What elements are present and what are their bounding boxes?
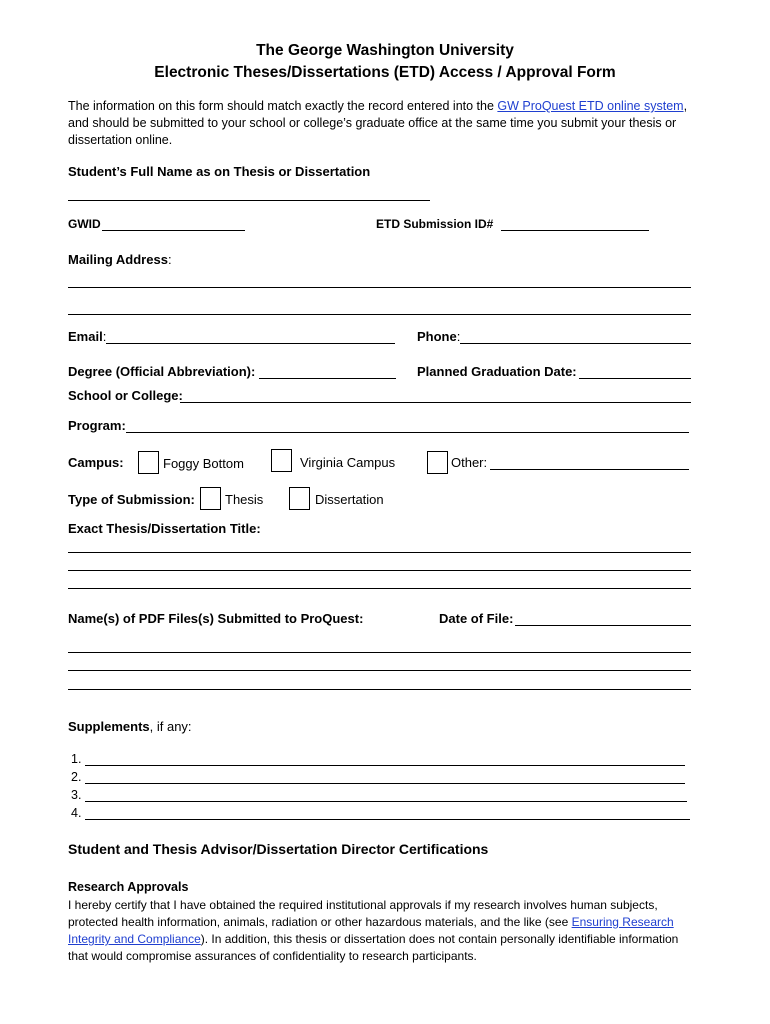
submission-dissertation-checkbox[interactable]: [289, 487, 310, 510]
phone-label: [417, 329, 460, 344]
research-integrity-link[interactable]: Ensuring Research Integrity and Compliance: [68, 915, 674, 946]
etd-id-label: ETD Submission ID#: [376, 217, 494, 231]
exact-title-line-2[interactable]: [68, 570, 691, 571]
campus-other-checkbox[interactable]: [427, 451, 448, 474]
degree-label: Degree (Official Abbreviation):: [68, 364, 256, 379]
research-text-before: I hereby certify that I have obtained the required institutional approvals if my research involves human subjects, protected health information, animals, radiation or other hazardous materials, and the like (see: [68, 898, 658, 929]
degree-field[interactable]: [259, 378, 396, 379]
supplements-text: Supplements: [68, 719, 150, 734]
research-text-after: ). In addition, this thesis or dissertation does not contain personally identifiable information that would compromise assurances of confidentiality to research participants.: [68, 932, 679, 963]
mailing-address-text: Mailing Address: [68, 252, 168, 267]
pdf-files-line-2[interactable]: [68, 670, 691, 671]
mailing-address-label: [68, 252, 172, 267]
submission-thesis-label: Thesis: [225, 492, 264, 507]
submission-dissertation-label: Dissertation: [315, 492, 384, 507]
intro-paragraph: [68, 98, 698, 149]
graduation-date-label: Planned Graduation Date:: [417, 364, 577, 379]
supplement-field-4[interactable]: [85, 819, 690, 820]
phone-colon: :: [456, 329, 461, 344]
email-field[interactable]: [106, 343, 395, 344]
campus-foggy-bottom-label: Foggy Bottom: [163, 456, 244, 471]
campus-virginia-checkbox[interactable]: [271, 449, 292, 472]
intro-text-before: The information on this form should match exactly the record entered into the: [68, 99, 498, 113]
supplement-field-3[interactable]: [85, 801, 687, 802]
campus-virginia-label: Virginia Campus: [300, 455, 396, 470]
full-name-field[interactable]: [68, 200, 430, 201]
intro-text-after: , and should be submitted to your school or college’s graduate office at the same time you submit your thesis or dissertation online.: [68, 99, 688, 147]
supplement-field-2[interactable]: [85, 783, 685, 784]
supplements-suffix: , if any:: [149, 719, 192, 734]
mailing-address-line-2[interactable]: [68, 314, 691, 315]
campus-label: Campus:: [68, 455, 124, 470]
form-title: Electronic Theses/Dissertations (ETD) Access / Approval Form: [154, 64, 616, 81]
program-label: Program:: [68, 418, 126, 433]
campus-other-label: Other:: [451, 455, 488, 470]
exact-title-line-1[interactable]: [68, 552, 691, 553]
email-text: Email: [68, 329, 103, 344]
email-colon: :: [102, 329, 107, 344]
phone-text: Phone: [417, 329, 457, 344]
pdf-files-line-3[interactable]: [68, 689, 691, 690]
mailing-address-colon: :: [167, 252, 172, 267]
date-of-file-label: Date of File:: [439, 611, 514, 626]
pdf-files-label: Name(s) of PDF Files(s) Submitted to ProQuest:: [68, 611, 364, 626]
supplement-number-4: 4.: [71, 806, 82, 820]
pdf-files-line-1[interactable]: [68, 652, 691, 653]
graduation-date-field[interactable]: [579, 378, 691, 379]
gwid-field[interactable]: [102, 230, 245, 231]
gwid-label: GWID: [68, 217, 101, 231]
campus-other-field[interactable]: [490, 469, 689, 470]
supplement-field-1[interactable]: [85, 765, 685, 766]
email-label: [68, 329, 106, 344]
research-approvals-paragraph: [68, 897, 698, 965]
exact-title-line-3[interactable]: [68, 588, 691, 589]
submission-thesis-checkbox[interactable]: [200, 487, 221, 510]
mailing-address-line-1[interactable]: [68, 287, 691, 288]
certifications-heading: Student and Thesis Advisor/Dissertation Director Certifications: [68, 841, 489, 857]
phone-field[interactable]: [460, 343, 691, 344]
campus-foggy-bottom-checkbox[interactable]: [138, 451, 159, 474]
program-field[interactable]: [126, 432, 689, 433]
supplement-number-1: 1.: [71, 752, 82, 766]
university-name: The George Washington University: [256, 42, 514, 59]
supplement-number-2: 2.: [71, 770, 82, 784]
submission-type-label: Type of Submission:: [68, 492, 195, 507]
school-field[interactable]: [180, 402, 691, 403]
full-name-label: Student’s Full Name as on Thesis or Dissertation: [68, 164, 371, 179]
supplements-label: [68, 719, 192, 734]
etd-id-field[interactable]: [501, 230, 649, 231]
supplement-number-3: 3.: [71, 788, 82, 802]
proquest-etd-link[interactable]: GW ProQuest ETD online system: [497, 99, 684, 113]
research-approvals-heading: Research Approvals: [68, 880, 189, 894]
date-of-file-field[interactable]: [515, 625, 691, 626]
exact-title-label: Exact Thesis/Dissertation Title:: [68, 521, 261, 536]
school-label: School or College:: [68, 388, 183, 403]
